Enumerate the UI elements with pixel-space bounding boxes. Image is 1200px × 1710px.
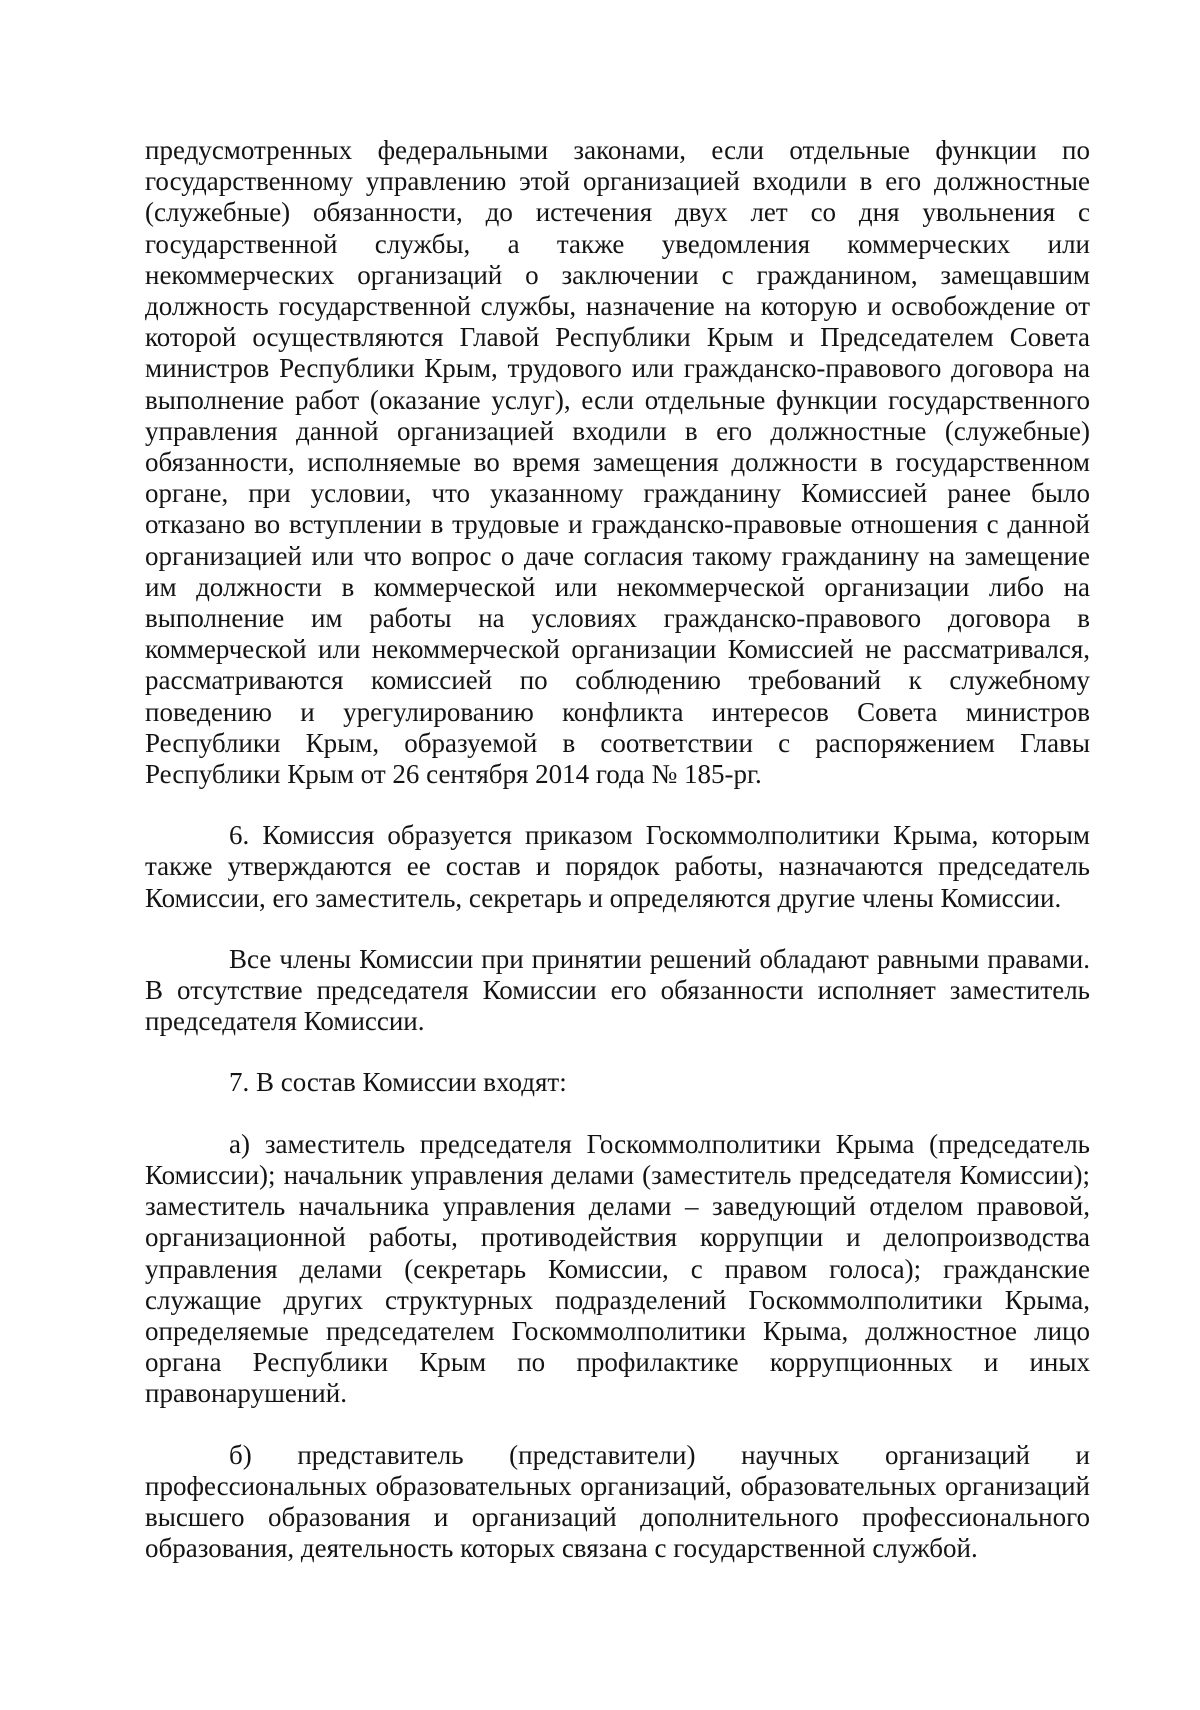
paragraph-item-7b: б) представитель (представители) научных организаций и профессиональных образовательных организаций, образовательных организаций высшего образования и организаций дополнительного профессионального образования, деятельность которых связана с государственной службой.: [145, 1439, 1090, 1564]
document-body: [145, 135, 1090, 1564]
paragraph-item-7a: а) заместитель председателя Госкоммолполитики Крыма (председатель Комиссии); начальник управления делами (заместитель председателя Комиссии); заместитель начальника управления делами – заведующий отделом правовой, организационной работы, противодействия коррупции и делопроизводства управления делами (секретарь Комиссии, с правом голоса); гражданские служащие других структурных подразделений Госкоммолполитики Крыма, определяемые председателем Госкоммолполитики Крыма, должностное лицо органа Республики Крым по профилактике коррупционных и иных правонарушений.: [145, 1128, 1090, 1409]
paragraph-item-6: 6. Комиссия образуется приказом Госкоммолполитики Крыма, которым также утверждаются ее состав и порядок работы, назначаются председатель Комиссии, его заместитель, секретарь и определяются другие члены Комиссии.: [145, 820, 1090, 913]
paragraph-item-7: 7. В состав Комиссии входят:: [229, 1067, 567, 1098]
paragraph-continuation: предусмотренных федеральными законами, если отдельные функции по государственному управлению этой организацией входили в его должностные (служебные) обязанности, до истечения двух лет со дня увольнения с государственной службы, а также уведомления коммерческих или некоммерческих организаций о заключении с гражданином, замещавшим должность государственной службы, назначение на которую и освобождение от которой осуществляются Главой Республики Крым и Председателем Совета министров Республики Крым, трудового или гражданско-правового договора на выполнение работ (оказание услуг), если отдельные функции государственного управления данной организацией входили в его должностные (служебные) обязанности, исполняемые во время замещения должности в государственном органе, при условии, что указанному гражданину Комиссией ранее было отказано во вступлении в трудовые и гражданско-правовые отношения с данной организацией или что вопрос о даче согласия такому гражданину на замещение им должности в коммерческой или некоммерческой организации либо на выполнение им работы на условиях гражданско-правового договора в коммерческой или некоммерческой организации Комиссией не рассматривался, рассматриваются комиссией по соблюдению требований к служебному поведению и урегулированию конфликта интересов Совета министров Республики Крым, образуемой в соответствии с распоряжением Главы Республики Крым от 26 сентября 2014 года № 185-рг.: [145, 135, 1090, 790]
paragraph-equal-rights: Все члены Комиссии при принятии решений обладают равными правами. В отсутствие председателя Комиссии его обязанности исполняет заместитель председателя Комиссии.: [145, 943, 1090, 1037]
